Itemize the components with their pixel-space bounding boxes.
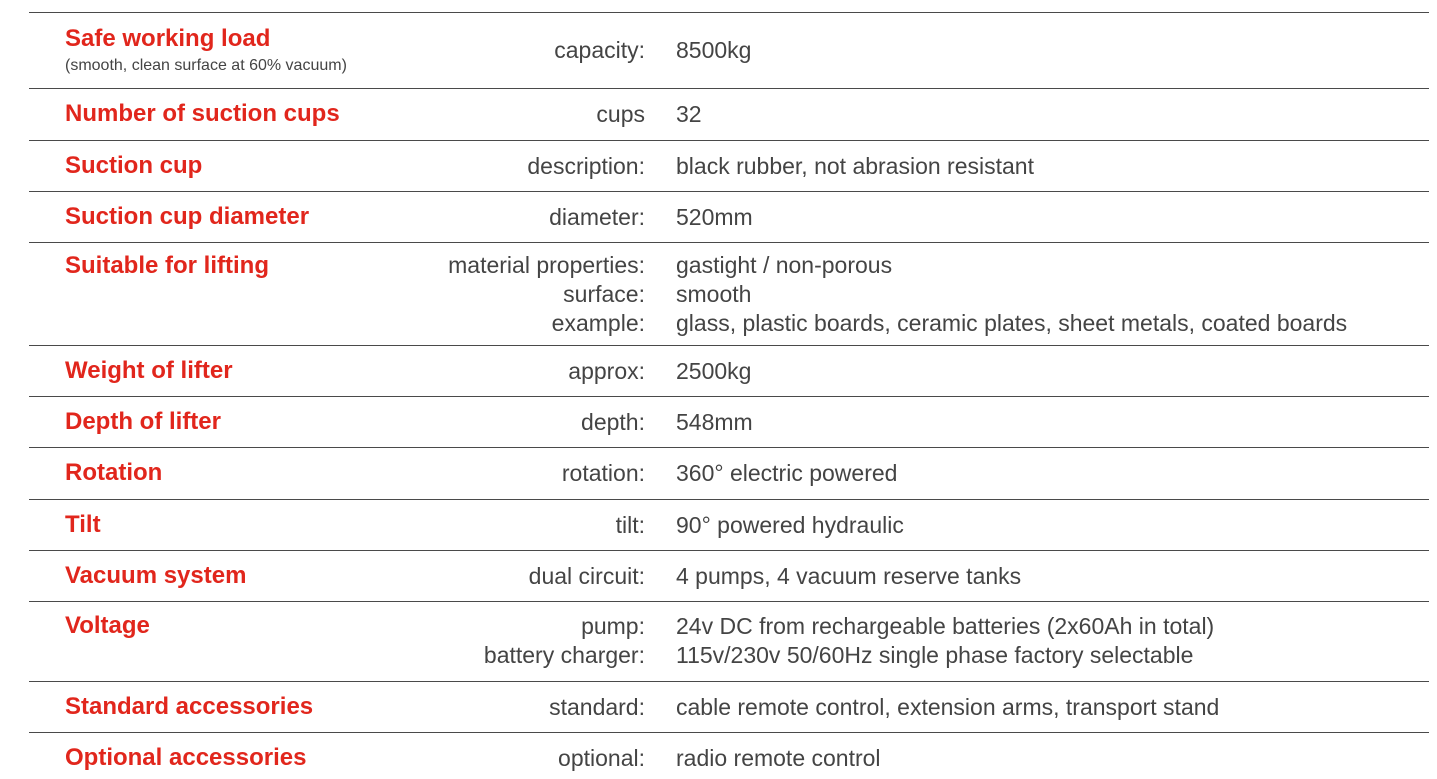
spec-title: Suitable for lifting: [65, 252, 269, 279]
spec-value: 4 pumps, 4 vacuum reserve tanks: [676, 563, 1022, 589]
spec-labels: [549, 693, 645, 722]
spec-value: 520mm: [676, 204, 753, 230]
spec-row-standard-accessories: [29, 682, 1429, 733]
spec-values: [676, 459, 897, 488]
spec-label: depth:: [581, 409, 645, 435]
spec-value: cable remote control, extension arms, transport stand: [676, 694, 1220, 720]
spec-label: description:: [527, 153, 645, 179]
spec-labels: [554, 36, 645, 65]
spec-label: tilt:: [615, 512, 645, 538]
spec-labels: [484, 612, 645, 670]
spec-value: radio remote control: [676, 745, 881, 771]
spec-row-suction-cup-diameter: [29, 192, 1429, 243]
spec-title: Vacuum system: [65, 562, 247, 589]
spec-row-depth-of-lifter: [29, 397, 1429, 448]
spec-labels: [562, 459, 645, 488]
spec-values: [676, 251, 1347, 338]
spec-value: gastight / non-porous: [676, 252, 893, 278]
spec-table: [29, 12, 1429, 779]
spec-values: [676, 562, 1021, 591]
spec-label: dual circuit:: [528, 563, 645, 589]
spec-values: [676, 408, 753, 437]
spec-values: [676, 511, 904, 540]
spec-title: Optional accessories: [65, 744, 307, 771]
spec-title: Number of suction cups: [65, 100, 340, 127]
spec-row-suitable-for-lifting: [29, 243, 1429, 346]
spec-title: Voltage: [65, 612, 150, 639]
spec-title: Depth of lifter: [65, 408, 221, 435]
spec-value: 548mm: [676, 409, 753, 435]
spec-labels: [596, 100, 645, 129]
spec-title: Safe working load: [65, 25, 271, 52]
spec-title: Standard accessories: [65, 693, 314, 720]
spec-value: smooth: [676, 281, 752, 307]
spec-label: battery charger:: [483, 642, 645, 668]
spec-values: [676, 693, 1219, 722]
spec-label: surface:: [563, 281, 645, 307]
spec-label: diameter:: [549, 204, 645, 230]
spec-title: Suction cup: [65, 152, 203, 179]
spec-label: example:: [551, 310, 645, 336]
spec-label: capacity:: [554, 37, 645, 63]
spec-row-suction-cup: [29, 141, 1429, 192]
spec-row-voltage: [29, 602, 1429, 682]
spec-row-optional-accessories: [29, 733, 1429, 779]
spec-label: cups: [596, 101, 645, 127]
spec-label: rotation:: [561, 460, 645, 486]
spec-note: (smooth, clean surface at 60% vacuum): [65, 57, 347, 74]
spec-value: 360° electric powered: [676, 460, 898, 486]
spec-values: [676, 203, 753, 232]
spec-labels: [549, 203, 645, 232]
spec-row-safe-working-load: [29, 13, 1429, 89]
spec-values: [676, 36, 751, 65]
spec-labels: [558, 744, 645, 773]
spec-row-vacuum-system: [29, 551, 1429, 602]
spec-label: optional:: [558, 745, 645, 771]
spec-row-weight-of-lifter: [29, 346, 1429, 397]
spec-label: pump:: [581, 613, 645, 639]
spec-values: [676, 152, 1034, 181]
spec-values: [676, 612, 1214, 670]
spec-value: 8500kg: [676, 37, 752, 63]
spec-labels: [448, 251, 645, 338]
spec-values: [676, 100, 702, 129]
spec-value: 2500kg: [676, 358, 752, 384]
spec-label: material properties:: [448, 252, 645, 278]
spec-value: glass, plastic boards, ceramic plates, sheet metals, coated boards: [676, 310, 1348, 336]
spec-value: 90° powered hydraulic: [676, 512, 904, 538]
spec-value: 24v DC from rechargeable batteries (2x60Ah in total): [676, 613, 1215, 639]
spec-row-tilt: [29, 500, 1429, 551]
spec-value: 115v/230v 50/60Hz single phase factory selectable: [676, 642, 1194, 668]
spec-value: 32: [676, 101, 702, 127]
spec-title: Suction cup diameter: [65, 203, 310, 230]
spec-labels: [581, 408, 645, 437]
spec-labels: [527, 152, 645, 181]
spec-values: [676, 357, 751, 386]
spec-label: standard:: [549, 694, 645, 720]
spec-labels: [568, 357, 645, 386]
spec-row-number-of-suction-cups: [29, 89, 1429, 141]
spec-labels: [529, 562, 645, 591]
spec-title: Weight of lifter: [65, 357, 233, 384]
spec-values: [676, 744, 881, 773]
spec-label: approx:: [568, 358, 645, 384]
spec-value: black rubber, not abrasion resistant: [676, 153, 1034, 179]
spec-row-rotation: [29, 448, 1429, 500]
spec-labels: [616, 511, 645, 540]
spec-title: Rotation: [65, 459, 163, 486]
spec-title: Tilt: [65, 511, 101, 538]
